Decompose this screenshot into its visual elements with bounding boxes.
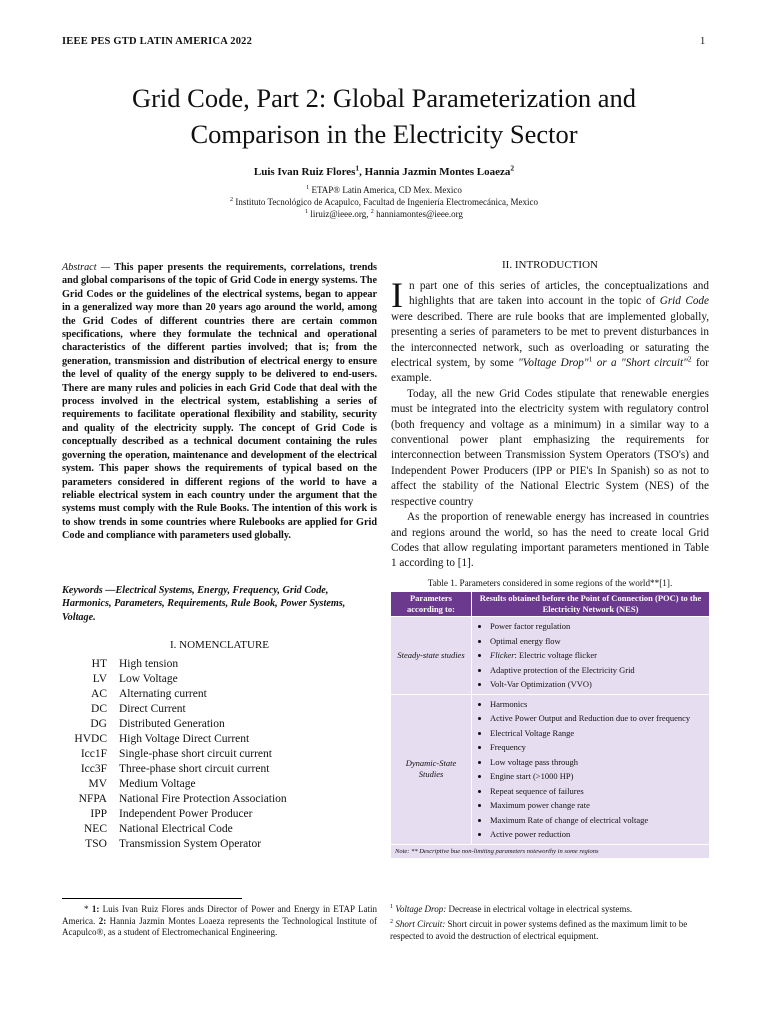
table-header-cell: Results obtained before the Point of Connection (POC) to the Electricity Network (NES) (472, 592, 710, 617)
list-item: • Maximum Rate of change of electrical voltage (490, 813, 705, 828)
table-header-cell: Parameters according to: (391, 592, 472, 617)
footnote-text: Hannia Jazmin Montes Loaeza represents the Technological Institute of Acapulco®, as a student of Electromechanical Engineering. (62, 915, 377, 937)
nomenclature-row (62, 732, 377, 747)
drop-cap: I (391, 275, 403, 315)
affiliation-text: ETAP® Latin America, CD Mex. Mexico (309, 185, 462, 195)
section-number: I. (169, 639, 180, 651)
email-sup: 1 (305, 209, 309, 215)
nomenclature-definition: Low Voltage (119, 673, 178, 685)
list-item-separator: : (514, 650, 520, 660)
table-row (391, 617, 710, 695)
affiliation (60, 197, 708, 207)
intro-term: Grid Code (659, 295, 709, 308)
author-sup: 1 (355, 163, 360, 173)
footnote (390, 918, 710, 943)
table-category: Dynamic-State Studies (391, 694, 472, 844)
nomenclature-row (62, 702, 377, 717)
parameters-table (390, 591, 710, 859)
nomenclature-abbr: MV (88, 778, 107, 790)
list-item: • Maximum power change rate (490, 798, 705, 813)
nomenclature-row (62, 672, 377, 687)
intro-paragraph: As the proportion of renewable energy has increased in countries and regions around the world, so has the need to create local Grid Codes that allow regulating important parameters mentioned in Table 1 according to [1]. (391, 511, 709, 570)
list-item-text: Electric voltage flicker (519, 650, 597, 660)
list-item: • Harmonics (490, 697, 705, 712)
nomenclature-row (62, 687, 377, 702)
intro-term: "Voltage Drop" (518, 357, 589, 370)
table-note: Note: ** Descriptive bue non-limiting parameters noteworthy in some regions (391, 844, 710, 858)
list-item: • Adaptive protection of the Electricity Grid (490, 663, 705, 678)
abstract (62, 261, 377, 543)
nomenclature-definition: Transmission System Operator (119, 838, 262, 850)
table-cell (472, 617, 710, 695)
author-name: Luis Ivan Ruiz Flores (253, 166, 356, 178)
list-item (490, 648, 705, 663)
section-title-initial: I (514, 259, 519, 271)
nomenclature-abbr: Icc3F (80, 763, 107, 775)
nomenclature-heading (62, 639, 377, 651)
nomenclature-abbr: HT (91, 658, 107, 670)
intro-text: for example. (391, 357, 709, 385)
nomenclature-definition: Single-phase short circuit current (119, 748, 272, 760)
nomenclature-row (62, 807, 377, 822)
list-item-term: Flicker (490, 650, 515, 660)
footnote-authors (62, 904, 377, 939)
section-title-rest: NTRODUCTION (518, 259, 598, 271)
affiliation (60, 185, 708, 195)
nomenclature-row (62, 777, 377, 792)
nomenclature-row (62, 762, 377, 777)
abstract-label: Abstract — (62, 262, 110, 273)
intro-paragraph: Today, all the new Grid Codes stipulate that renewable energies must be integrated into the electricity system with regulatory control (both frequency and voltage as a minimum) in a similar way to a conventional power plant emphasizing the requirements for interconnection between Transmission System Operators (TSO's) and Independent Power Producers (IPP or PIE's In Spanish) so as not to affect the stability of the National Electric System (NES) of the respective country (391, 387, 709, 508)
nomenclature-row (62, 747, 377, 762)
nomenclature-abbr: DC (91, 703, 107, 715)
footnote-number: 2 (390, 918, 394, 925)
author-emails (60, 209, 708, 219)
nomenclature-definition: Independent Power Producer (119, 808, 253, 820)
title-line-1: Grid Code, Part 2: Global Parameterization and (131, 83, 637, 113)
section-title-rest: OMENCLATURE (187, 639, 269, 651)
nomenclature-abbr: NFPA (78, 793, 107, 805)
nomenclature-abbr: TSO (85, 838, 107, 850)
footnote-ref: 1 (588, 354, 593, 364)
footnote-text: Luis Ivan Ruiz Flores ands Director of Power and Energy in ETAP Latin America. (62, 904, 377, 926)
list-item: • Electrical Voltage Range (490, 726, 705, 741)
table-row (391, 694, 710, 844)
nomenclature-row (62, 837, 377, 852)
nomenclature-abbr: LV (92, 673, 107, 685)
list-item: • Optimal energy flow (490, 634, 705, 649)
email-text: hanniamontes@ieee.org (373, 209, 463, 219)
nomenclature-definition: High tension (119, 658, 179, 670)
intro-text: or a (592, 357, 621, 370)
nomenclature-definition: High Voltage Direct Current (119, 733, 250, 745)
nomenclature-row (62, 822, 377, 837)
nomenclature-definition: National Electrical Code (119, 823, 233, 835)
affiliation-sup: 2 (230, 197, 234, 203)
table-header-row (391, 592, 710, 617)
nomenclature-definition: Alternating current (119, 688, 207, 700)
nomenclature-definition: Direct Current (119, 703, 186, 715)
section-title-initial: N (179, 639, 188, 651)
page-number: 1 (700, 36, 706, 47)
abstract-text: This paper presents the requirements, correlations, trends and global comparisons of the topic of Grid Code in energy systems. The Grid Codes or the guidelines of the electrical systems, began to appear in a generalized way more than 20 years ago around the world, among the Grid Codes of different countries there are certain common specifications, where they formulate the technical and operational characteristics of the different parties involved; that is; from the generation, transmission and distribution of electrical energy to ensure the level of quality of the energy supply to be delivered to end-users. There are many rules and policies in each Grid Code that deal with the process involved in the electrical system, establishing a series of requirements to facilitate operational flexibility and stability, security and quality of the electricity supply. The concept of Grid Code is conceptually described as a technical document containing the rules governing the operation, maintenance and development of the electrical system. This paper shows the requirements of typical based on the parameters considered in different regions of the world to have a reliable electrical system in each country under the argument that the systems must comply with the Rule Books. The intention of this work is to show trends in some countries where Rulebooks are applied for Grid Code and compliance with parameters used globally. (62, 262, 377, 542)
table-category: Steady-state studies (391, 617, 472, 695)
paper-title (60, 80, 708, 152)
list-item: • Active power reduction (490, 827, 705, 842)
footnote-number: 1 (390, 904, 394, 910)
nomenclature-abbr: HVDC (74, 733, 107, 745)
nomenclature-row (62, 657, 377, 672)
intro-term: "Short circuit" (621, 357, 688, 370)
nomenclature-abbr: NEC (84, 823, 107, 835)
nomenclature-row (62, 792, 377, 807)
steady-state-list (472, 617, 709, 694)
dynamic-state-list (472, 695, 709, 844)
introduction-body (391, 275, 709, 572)
email-sup: 2 (370, 209, 374, 215)
footnote-rule (62, 898, 242, 899)
author-name: Hannia Jazmin Montes Loaeza (364, 166, 511, 178)
running-header: IEEE PES GTD LATIN AMERICA 2022 (62, 36, 253, 47)
list-item: • Power factor regulation (490, 619, 705, 634)
email-text: liruiz@ieee.org, (308, 209, 371, 219)
table-note-row (391, 844, 710, 858)
list-item: • Repeat sequence of failures (490, 784, 705, 799)
introduction-heading (390, 259, 710, 271)
footnote-text: Decrease in electrical voltage in electrical systems. (446, 904, 633, 914)
nomenclature-abbr: IPP (90, 808, 107, 820)
list-item: • Engine start (>1000 HP) (490, 769, 705, 784)
nomenclature-definition: National Fire Protection Association (119, 793, 287, 805)
footnote (390, 903, 710, 916)
section-number: II. (502, 259, 515, 271)
author-list (60, 163, 708, 178)
nomenclature-abbr: AC (91, 688, 107, 700)
footnote-ref: 2 (687, 354, 692, 364)
intro-paragraph (391, 275, 709, 387)
list-item: • Volt-Var Optimization (VVO) (490, 677, 705, 692)
nomenclature-abbr: Icc1F (80, 748, 107, 760)
author-sup: 2 (510, 163, 515, 173)
keywords: Keywords —Electrical Systems, Energy, Frequency, Grid Code, Harmonics, Parameters, Requirements, Rule Book, Power Systems, Voltage. (62, 585, 346, 623)
nomenclature-definition: Three-phase short circuit current (119, 763, 270, 775)
intro-text: n part one of this series of articles, the conceptualizations and highlights that are taken into account in the topic of (409, 280, 709, 308)
intro-text: were described. There are rule books that are implemented globally, presenting a series of parameters to be met to prevent disturbances in the interconnected network, such as overloading or saturating the electrical system, by some (391, 310, 709, 370)
list-item: • Low voltage pass through (490, 755, 705, 770)
title-line-2: Comparison in the Electricity Sector (190, 119, 578, 149)
nomenclature-definition: Medium Voltage (119, 778, 196, 790)
affiliation-text: Instituto Tecnológico de Acapulco, Facultad de Ingeniería Electromecánica, Mexico (233, 197, 538, 207)
list-item: • Active Power Output and Reduction due to over frequency (490, 711, 705, 726)
footnote-term: Short Circuit: (395, 918, 446, 929)
footnote-key: 2: (98, 915, 107, 926)
footnotes (390, 903, 710, 945)
nomenclature-abbr: DG (90, 718, 107, 730)
nomenclature-row (62, 717, 377, 732)
list-item: • Frequency (490, 740, 705, 755)
table-cell (472, 694, 710, 844)
footnote-star: * (84, 904, 92, 914)
footnote-key: 1: (91, 904, 100, 914)
author-separator: , (359, 166, 365, 178)
footnote-text: Short circuit in power systems defined as the maximum limit to be respected to avoid the destruction of electrical equipment. (390, 918, 688, 941)
footnote-term: Voltage Drop: (395, 904, 447, 914)
nomenclature-definition: Distributed Generation (119, 718, 225, 730)
table-caption: Table 1. Parameters considered in some regions of the world**[1]. (427, 578, 673, 588)
affiliation-sup: 1 (306, 185, 310, 191)
nomenclature-list (62, 657, 377, 852)
